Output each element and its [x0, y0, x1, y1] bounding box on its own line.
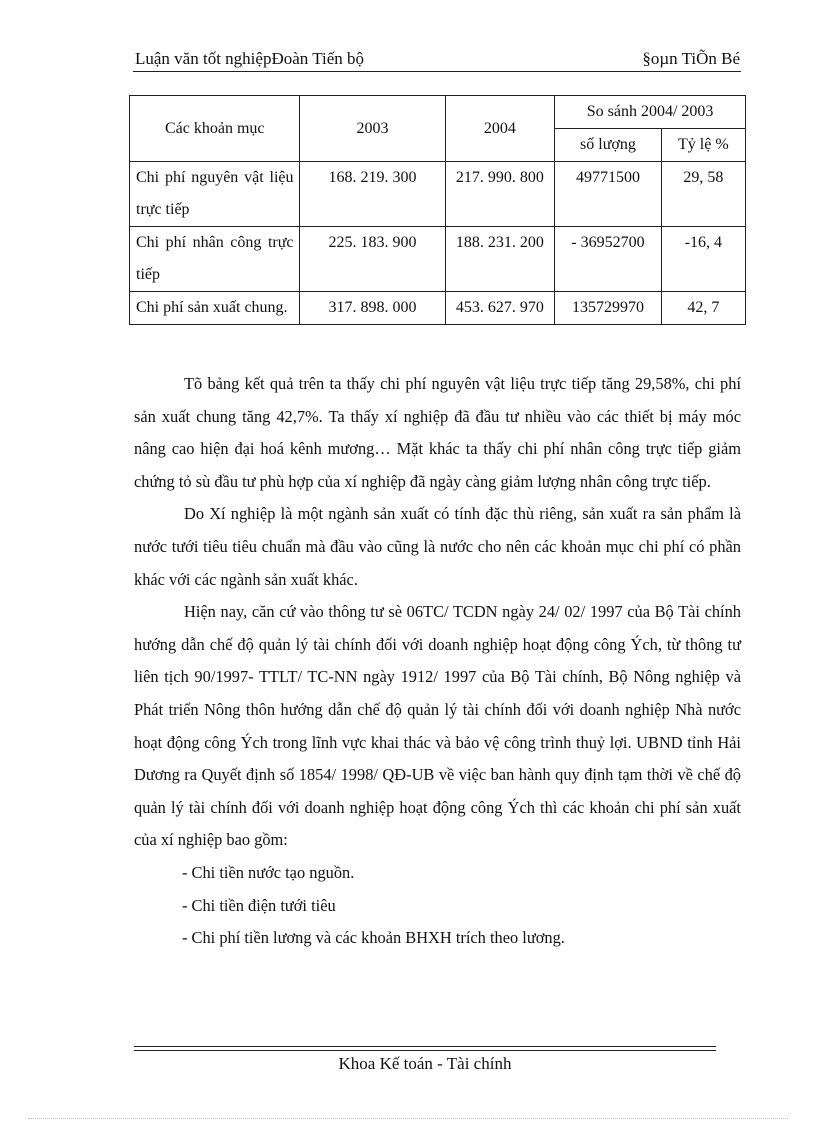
- paragraph: Do Xí nghiệp là một ngành sản xuất có tính đặc thù riêng, sản xuất ra sản phẩm là nước tưới tiêu tiêu chuẩn mà đầu vào cũng là nước cho nên các khoản mục chi phí có phần khác với các ngành sản xuất khác.: [134, 504, 741, 589]
- row-ratio: 42, 7: [661, 292, 745, 325]
- header-ratio: Tỷ lệ %: [661, 129, 745, 162]
- row-item: Chi phí nhân công trực tiếp: [130, 227, 300, 292]
- paragraph: Hiện nay, căn cứ vào thông tư sè 06TC/ TCDN ngày 24/ 02/ 1997 của Bộ Tài chính hướng dẫn chế độ quản lý tài chính đối với doanh nghiệp hoạt động công Ých, từ thông tư liên tịch 90/1997- TTLT/ TC-NN ngày 1912/ 1997 của Bộ Tài chính, Bộ Nông nghiệp và Phát triển Nông thôn hướng dẫn chế độ quản lý tài chính đối với doanh nghiệp Nhà nước hoạt động công Ých trong lĩnh vực khai thác và bảo vệ công trình thuỷ lợi. UBND tỉnh Hải Dương ra Quyết định số 1854/ 1998/ QĐ-UB về việc ban hành quy định tạm thời về chế độ quản lý tài chính đối với doanh nghiệp hoạt động công Ých thì các khoản chi phí sản xuất của xí nghiệp bao gồm:: [134, 602, 741, 850]
- page-edge-dotted-line: [28, 1118, 788, 1119]
- row-2004: 188. 231. 200: [445, 227, 555, 292]
- row-ratio: 29, 58: [661, 162, 745, 227]
- table-header-row: [130, 96, 746, 129]
- list-item: - Chi tiền điện tưới tiêu: [182, 895, 336, 915]
- row-amount: - 36952700: [555, 227, 662, 292]
- table-row: [130, 292, 746, 325]
- row-2004: 453. 627. 970: [445, 292, 555, 325]
- header-2003: 2003: [300, 96, 445, 162]
- paragraph: Tõ bảng kết quả trên ta thấy chi phí nguyên vật liệu trực tiếp tăng 29,58%, chi phí sản xuất chung tăng 42,7%. Ta thấy xí nghiệp đã đầu tư nhiều vào các thiết bị máy móc nâng cao hiện đại hoá kênh mương… Mặt khác ta thấy chi phí nhân công trực tiếp giảm chứng tỏ sù đầu tư phù hợp của xí nghiệp đã ngày càng giảm lượng nhân công trực tiếp.: [134, 374, 741, 491]
- row-item: Chi phí nguyên vật liệu trực tiếp: [130, 162, 300, 227]
- table-row: [130, 227, 746, 292]
- list-item: - Chi tiền nước tạo nguồn.: [182, 862, 355, 882]
- table-row: [130, 162, 746, 227]
- footer-rule: [134, 1050, 716, 1051]
- row-ratio: -16, 4: [661, 227, 745, 292]
- row-2004: 217. 990. 800: [445, 162, 555, 227]
- header-items: Các khoản mục: [130, 96, 300, 162]
- row-amount: 135729970: [555, 292, 662, 325]
- list-item: - Chi phí tiền lương và các khoản BHXH trích theo lương.: [182, 928, 565, 948]
- header-rule: [133, 71, 741, 72]
- row-item: Chi phí sản xuất chung.: [130, 292, 300, 325]
- header-compare: So sánh 2004/ 2003: [555, 96, 746, 129]
- header-2004: 2004: [445, 96, 555, 162]
- row-2003: 317. 898. 000: [300, 292, 445, 325]
- row-amount: 49771500: [555, 162, 662, 227]
- body-text: [134, 368, 741, 955]
- row-2003: 168. 219. 300: [300, 162, 445, 227]
- header-right-text: §oµn TiÕn Bé: [642, 49, 740, 68]
- header-amount: số lượng: [555, 129, 662, 162]
- footer-rule: [134, 1046, 716, 1047]
- header-left-text: Luận văn tốt nghiệpĐoàn Tiến bộ: [135, 49, 365, 68]
- row-2003: 225. 183. 900: [300, 227, 445, 292]
- page-footer: Khoa Kế toán - Tài chính: [338, 1054, 512, 1073]
- cost-comparison-table: [129, 95, 746, 325]
